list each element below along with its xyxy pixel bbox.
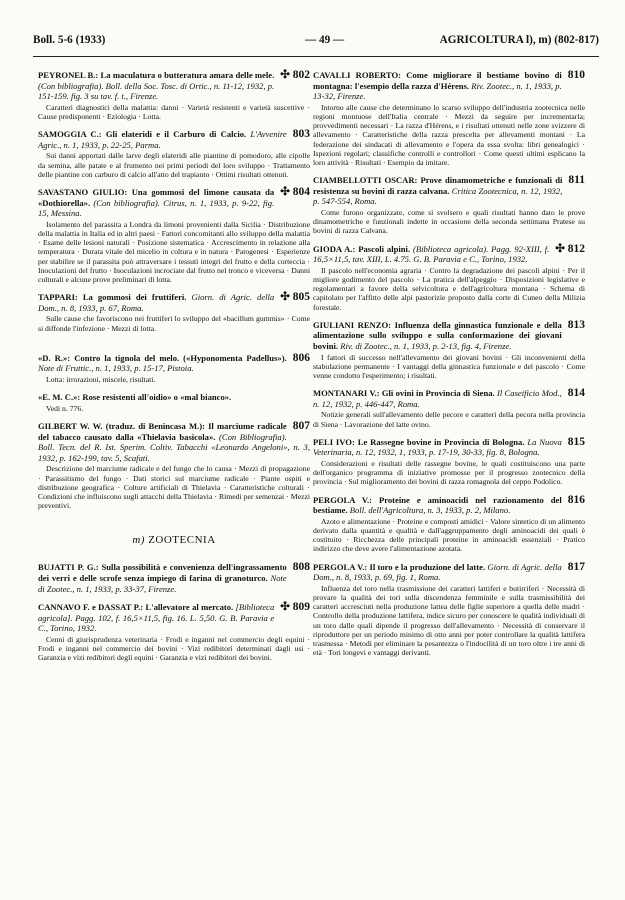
entry-source: (Con bibliografia). Citrus, n. 1, 1933, p. 9-22, fig. 15, Messina. xyxy=(38,197,275,219)
entry-number: ✣ 812 xyxy=(555,242,585,255)
entry-title: La maculatura o butteratura amara delle mele. xyxy=(100,70,275,80)
entry-author: GIODA A.: xyxy=(313,243,356,254)
entry-abstract: Il pascolo nell'economia agraria · Contro la degradazione dei pascoli alpini · Per il migliore godimento del pascolo · La pratica dell'alpeggio · Disposizioni legislative e regolamentari a favore della selvicoltura e dell'agricoltura montana · Schema di capitolato per l'affitto delle alpi pastorizie proposto dalla corte di Cuneo della Milizia forestale. xyxy=(313,265,585,312)
entry-number: 816 xyxy=(567,493,585,506)
entry-author: SAVASTANO GIULIO: xyxy=(38,186,128,197)
entry-number: 803 xyxy=(292,128,310,141)
entry-abstract: Caratteri diagnostici della malattia: danni · Varietà resistenti e varietà suscettive · Cause predisponenti · Eziologia · Lotta. xyxy=(38,102,310,121)
entry-abstract: Azoto e alimentazione · Proteine e composti amidici · Valore sintetico di un alimento derivato dalla quantità e qualità e dall'aggruppamento degli aminoacidi dei quali è costituito · Ricchezza delle principali proteine in aminoacidi essenziali · Pratico indirizzo che deve avere l'alimentazione azotata. xyxy=(313,516,585,554)
entry-abstract: Descrizione del marciume radicale e del fungo che lo causa · Mezzi di propagazione · Parassitismo del fungo · Dati storici sul marciume radicale · Piante ospiti e distribuzione geografica · Colture artificiali di Thielavia · Caratteristiche colturali · Condizioni che influiscono sugli attacchi della Thielavia · Rimedi per semenzai · Mezzi preventivi. xyxy=(38,464,310,511)
section-letter: m) xyxy=(132,534,145,547)
entry-author: PERGOLA V.: xyxy=(313,494,372,505)
entry-source: Giorn. di Agric. della Dom., n. 8, 1933, p. 67, Roma. xyxy=(38,292,275,313)
entry-abstract: Lotta: irrorazioni, miscele, risultati. xyxy=(46,374,156,384)
entry-heading xyxy=(38,602,310,634)
entry-heading xyxy=(313,437,585,458)
entry-abstract: Intorno alle cause che determinano lo scarso sviluppo dell'industria zootecnica nelle regioni montuose dell'Italia centrale · Mezzi da seguire per incrementarla; provvedimenti necessari · La razza d'Hérens, e i risultati ottenuti nelle zone svizzere di allevamento · Caratteristiche della razza prescelta per allevamenti montani · La federazione dei sindacati di allevamento e l'opera da essa svolta: libri genealogici · Ispezioni regolari; classifiche controlli e controllori · Come questi ultimi esplicano la loro attività · Risultati · Esempio da imitare. xyxy=(313,102,585,167)
entry-title: Gli ovini in Provincia di Siena. xyxy=(381,388,495,399)
bibliography-entry xyxy=(313,320,585,380)
entry-author: GIULIANI RENZO: xyxy=(313,319,392,330)
entry-source: La Nuova Veterinaria, n. 12, 1932, 1, 1933, p. 17-19, 30-33, fig. 8, Bologna. xyxy=(313,436,562,458)
entry-source: L'Avvenire Agric., n. 1, 1933, p. 22-25, Parma. xyxy=(38,129,287,150)
right-column xyxy=(313,70,585,665)
entry-heading xyxy=(38,187,310,219)
entry-source: Boll. dell'Agricoltura, n. 3, 1933, p. 2, Milano. xyxy=(349,505,511,516)
bulletin-issue: Boll. 5-6 (1933) xyxy=(33,34,106,46)
entry-abstract: Sui danni apportati dalle larve degli elateridi alle piantine di pomodoro, alle cipolle da semina, alle patate e al frumento nei primi periodi del loro sviluppo · Trattamento delle piantine con carburo di calcio all'atto del trapianto · Ottimi risultati ottenuti. xyxy=(38,151,310,179)
bibliography-entry xyxy=(38,392,310,413)
entry-title: Rose resistenti all'oidio» o «mal bianco». xyxy=(82,392,232,403)
entry-source: (Con Bibliografia). Boll. Tecn. del R. Ist. Sperim. Coltiv. Tabacchi «Leonardo Angeloni», n. 3, 1932, p. 162-199, tav. 5, Scafati. xyxy=(38,431,310,463)
entry-heading xyxy=(38,392,310,403)
entry-abstract: Cenni di giurisprudenza veterinaria · Frodi e inganni nel commercio degli equini · Frodi e inganni nel commercio dei bovini · Vizi redibitori determinati dagli usi · Garanzia e vizi redibitori degli equini · Garanzia e vizi redibitori dei bovini. xyxy=(38,634,310,663)
entry-abstract: Notizie generali sull'allevamento delle pecore e caratteri della pecora nella provincia di Siena · Lavorazione del latte ovino. xyxy=(313,410,585,429)
section-name: ZOOTECNIA xyxy=(148,534,216,547)
entry-author: CIAMBELLOTTI OSCAR: xyxy=(313,175,418,186)
entry-abstract: Vedi n. 776. xyxy=(46,403,84,413)
entry-heading xyxy=(313,244,585,265)
entry-number: ✣ 805 xyxy=(280,291,310,304)
bibliography-entry xyxy=(38,292,310,333)
entry-author: PEYRONEL B.: xyxy=(38,70,99,80)
entry-heading xyxy=(38,129,310,150)
bibliography-entry xyxy=(313,437,585,487)
entry-title: Il toro e la produzione del latte. xyxy=(369,561,486,572)
bibliography-entry xyxy=(313,562,585,658)
bibliography-entry xyxy=(313,70,585,167)
bibliography-entry xyxy=(313,388,585,429)
entry-abstract: Considerazioni e risultati delle rassegne bovine, le quali costituiscono una parte dell'organico programma di iniziative promosse per il progresso zootecnico della provincia · Sul miglioramento dei bovini di razza romagnola del ceppo Podolico. xyxy=(313,458,585,487)
entry-number: 808 xyxy=(292,561,310,574)
bibliography-entry xyxy=(313,175,585,235)
entry-title: Contro la tignola del melo. («Hyponomenta Padellus»). xyxy=(74,352,287,363)
entry-abstract: I fattori di successo nell'allevamento dei giovani bovini · Gli inconvenienti della stabulazione permanente · I vantaggi della ginnastica funzionale e del pascolo · Come venne condotto l'esperimento; i risultati. xyxy=(313,352,585,380)
entry-author: «E. M. C.»: xyxy=(38,392,81,403)
entry-source: [Biblioteca agricola]. Pagg. 102, f. 16,5×11,5, fig. 16. L. 5,50. G. B. Paravia e C., Torino, 1932. xyxy=(38,602,275,634)
entry-heading xyxy=(313,70,585,102)
entry-title: Le Rassegne bovine in Provincia di Bologna. xyxy=(357,436,525,447)
entry-source: Riv. Zootec., n. 1, 1933, p. 13-32, Firenze. xyxy=(313,80,562,102)
entry-source: Critica Zootecnica, n. 12, 1932, p. 547-554, Roma. xyxy=(313,185,563,207)
entry-number: ✣ 804 xyxy=(280,185,310,198)
entry-author: GILBERT W. W. xyxy=(38,420,103,431)
entry-heading xyxy=(38,421,310,463)
entry-heading xyxy=(38,292,310,313)
entry-author: PELI IVO: xyxy=(313,436,355,447)
entry-title: L'allevatore al mercato. xyxy=(145,602,234,613)
entry-number: ✣ 802 xyxy=(280,69,310,81)
section-range: AGRICOLTURA l), m) (802-817) xyxy=(439,34,599,46)
page-number: — 49 — xyxy=(305,34,345,46)
entry-spacer xyxy=(38,341,310,353)
entry-number: 814 xyxy=(567,387,585,400)
entry-number: 810 xyxy=(567,69,585,81)
entry-author: SAMOGGIA C.: xyxy=(38,129,102,140)
entry-source: Note di Zootec., n. 1, 1933, p. 33-37, Firenze. xyxy=(38,572,287,594)
entry-title: Come migliorare il bestiame bovino di montagna: l'esempio della razza d'Hérens. xyxy=(313,70,562,91)
entry-number: ✣ 809 xyxy=(280,601,310,614)
entry-abstract: Come furono organizzate, come si svolsero e quali risultati hanno dato le prove dinamometriche e funzionali indette in occasione della seconda settimana Pratese su bovini di razza Calvana. xyxy=(313,207,585,236)
entry-heading xyxy=(313,320,585,352)
bibliography-entry xyxy=(38,187,310,284)
entry-source: Note di Fruttic., n. 1, 1933, p. 15-17, Pistoia. xyxy=(38,363,194,374)
entry-author: BUJATTI P. G.: xyxy=(38,562,99,573)
entry-source: (Biblioteca agricola). Pagg. 92-XIII, f. 16,5×11,5, tav. XIII, L. 4.75. G. B. Paravia e C., Torino, 1932. xyxy=(313,243,550,265)
entry-title: Prove dinamometriche e funzionali di resistenza su bovini di razza calvana. xyxy=(313,175,563,196)
entry-title: (traduz. di Benincasa M.): Il marciume radicale del tabacco causato dalla «Thielavia basicola». xyxy=(38,420,287,442)
entry-author: «D. R.»: xyxy=(38,352,71,363)
entry-number: 807 xyxy=(292,419,310,432)
entry-author: CANNAVO F. e DASSAT P.: xyxy=(38,602,144,613)
bibliography-entry xyxy=(38,602,310,662)
entry-heading xyxy=(38,70,310,102)
entry-number: 815 xyxy=(567,435,585,448)
entry-author: PERGOLA V.: xyxy=(313,561,368,572)
bibliography-entry xyxy=(38,341,310,384)
page-header xyxy=(33,34,599,50)
entry-heading xyxy=(313,388,585,409)
entry-heading xyxy=(313,495,585,516)
entry-title: Gli elateridi e il Carburo di Calcio. xyxy=(105,129,247,140)
bibliography-entry xyxy=(38,562,310,594)
bibliography-entry xyxy=(38,70,310,121)
header-rule xyxy=(33,56,599,57)
entry-abstract: Sulle cause che favoriscono nei fruttiferi lo sviluppo del «bacillum gummis» · Come si diffonde l'infezione · Mezzi di lotta. xyxy=(38,314,310,333)
left-column xyxy=(38,70,310,671)
entry-source: (Con bibliografia). Boll. della Soc. Tosc. di Ortic., n. 11-12, 1932, p. 151-159. fig. 3 su tav. f. t., Firenze. xyxy=(38,80,275,102)
entry-source: Il Caseificio Mod., n. 12, 1932, p. 446-447, Roma. xyxy=(313,388,562,409)
section-heading xyxy=(38,534,310,546)
entry-author: MONTANARI V.: xyxy=(313,388,380,399)
entry-heading xyxy=(38,353,310,374)
entry-author: TAPPARI: xyxy=(38,292,78,303)
entry-title: Proteine e aminoacidi nel razionamento del bestiame. xyxy=(313,494,562,516)
bibliography-entry xyxy=(38,129,310,179)
entry-source: Giorn. di Agric. della Dom., n. 8, 1933, p. 69, fig. 1, Roma. xyxy=(313,561,562,583)
entry-heading xyxy=(313,175,585,207)
entry-number: 817 xyxy=(567,560,585,573)
entry-title: Influenza della ginnastica funzionale e della alimentazione sullo sviluppo e sulla conformazione dei giovani bovini. xyxy=(313,319,562,351)
entry-heading xyxy=(313,562,585,583)
entry-number: 806 xyxy=(292,351,310,364)
bibliography-entry xyxy=(313,244,585,312)
entry-abstract: Isolamento del parassita a Londra da limoni provenienti dalla Sicilia · Distribuzione della malattia in Italia ed in altri paesi · Fattori concomitanti allo sviluppo della malattia · Esame delle lesioni naturali · Posizione sistematica · Accrescimento in relazione alla temperatura · Durata vitale del micelio in coltura e in natura · Patogenesi · Esperienze per stabilire se il parassita può attraversare i tessuti integri del frutto e della corteccia · Inoculazioni del frutto · Inoculazioni incrociate dal frutto nel tronco e viceversa · Danni culturali e alcune prove preliminari di lotta. xyxy=(38,219,310,284)
entry-heading xyxy=(38,562,310,594)
bibliography-entry xyxy=(38,421,310,510)
bibliography-entry xyxy=(313,495,585,554)
entry-title: Pascoli alpini. xyxy=(358,243,411,254)
entry-number: 813 xyxy=(567,318,585,331)
entry-number: 811 xyxy=(568,174,585,187)
entry-source: Riv. di Zootec., n. 1, 1933, p. 2-13, fig. 4, Firenze. xyxy=(340,340,512,351)
entry-title: Una gommosi del limone causata da «Dothiorella». xyxy=(38,186,275,208)
entry-title: La gommosi dei fruttiferi. xyxy=(82,292,187,303)
entry-abstract: Influenza del toro nella trasmissione dei caratteri lattiferi e butirriferi · Necessità di provare la qualità dei tori sulla discendenza femminile e sulla trasmissibilità dei caratteri accresciuti nella produzione lattea delle figlie superiore a quella delle madri · Controllo della produzione lattifera, indice sicuro per conoscere le qualità individuali di un toro dalle quali dipende il progresso dell'allevamento · Necessità di conservare il riproduttore per un periodo minimo di otto anni per poter controllare la qualità lattifera trasmessa · Metodi per eliminare la pesantezza o l'indocilità di un toro oltre i tre anni di età · Tori longevi e vantaggi derivanti. xyxy=(313,583,585,658)
entry-author: CAVALLI ROBERTO: xyxy=(313,70,402,80)
entry-title: Sulla possibilità e convenienza dell'ingrassamento dei verri e delle scrofe senza impiego di farina di granoturco. xyxy=(38,562,287,583)
